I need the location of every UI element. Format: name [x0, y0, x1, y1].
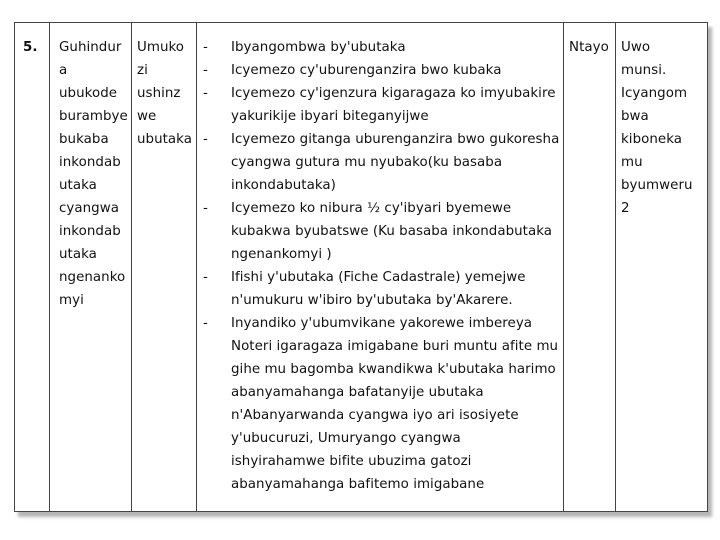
document-line: yakurikije ibyari biteganyijwe: [231, 109, 429, 124]
bullet-dash: -: [203, 270, 208, 285]
document-line: inkondabutaka): [231, 178, 336, 193]
document-line: y'ubucuruzi, Umuryango cyangwa: [231, 431, 461, 446]
document-line: cyangwa gutura mu nyubako(ku basaba: [231, 155, 503, 170]
bullet-dash: -: [203, 201, 208, 216]
document-line: gihe mu bagomba kwandikwa k'ubutaka harimo: [231, 362, 556, 377]
duration-line: bwa: [621, 109, 649, 124]
duration-line: byumweru: [621, 178, 693, 193]
fee-value: Ntayo: [569, 40, 609, 55]
document-line: abanyamahanga bafatanyije ubutaka: [231, 385, 484, 400]
document-line: ishyirahamwe bifite ubuzima gatozi: [231, 454, 472, 469]
service-name-line: myi: [59, 293, 84, 308]
official-line: Umuko: [137, 40, 185, 55]
column-divider: [563, 23, 564, 511]
duration-line: kiboneka: [621, 132, 683, 147]
official-line: we: [137, 109, 157, 124]
duration-line: Icyangom: [621, 86, 688, 101]
document-line: Icyemezo ko nibura ½ cy'ibyari byemewe: [231, 201, 512, 216]
duration-line: mu: [621, 155, 643, 170]
document-line: Noteri igaragaza imigabane buri muntu afite mu: [231, 339, 559, 354]
bullet-dash: -: [203, 40, 208, 55]
bullet-dash: -: [203, 63, 208, 78]
document-line: Icyemezo cy'igenzura kigaragaza ko imyubakire: [231, 86, 556, 101]
service-name-line: inkondab: [59, 224, 121, 239]
official-line: ubutaka: [137, 132, 193, 147]
service-name-line: Guhindur: [59, 40, 122, 55]
document-line: n'umukuru w'ibiro by'ubutaka by'Akarere.: [231, 293, 513, 308]
service-name-line: inkondab: [59, 155, 121, 170]
column-divider: [131, 23, 132, 511]
document-line: abanyamahanga bafitemo imigabane: [231, 477, 485, 492]
service-name-line: utaka: [59, 247, 97, 262]
bullet-dash: -: [203, 132, 208, 147]
duration-line: Uwo: [621, 40, 651, 55]
document-line: Ifishi y'ubutaka (Fiche Cadastrale) yemejwe: [231, 270, 526, 285]
service-name-line: ngenanko: [59, 270, 126, 285]
document-line: Icyemezo cy'uburenganzira bwo kubaka: [231, 63, 502, 78]
bullet-dash: -: [203, 316, 208, 331]
column-divider: [49, 23, 50, 511]
row-number: 5.: [23, 40, 38, 55]
document-line: Icyemezo gitanga uburenganzira bwo gukoresha: [231, 132, 560, 147]
document-line: kubakwa byubatswe (Ku basaba inkondabutaka: [231, 224, 553, 239]
official-line: ushinz: [137, 86, 181, 101]
document-line: Inyandiko y'ubumvikane yakorewe imbereya: [231, 316, 533, 331]
official-line: zi: [137, 63, 148, 78]
service-name-line: cyangwa: [59, 201, 119, 216]
service-name-line: a: [59, 63, 68, 78]
document-line: n'Abanyarwanda cyangwa iyo ari isosiyete: [231, 408, 519, 423]
column-divider: [615, 23, 616, 511]
bullet-dash: -: [203, 86, 208, 101]
document-line: Ibyangombwa by'ubutaka: [231, 40, 406, 55]
duration-line: munsi.: [621, 63, 667, 78]
service-name-line: utaka: [59, 178, 97, 193]
service-name-line: ubukode: [59, 86, 118, 101]
service-name-line: bukaba: [59, 132, 109, 147]
service-name-line: burambye: [59, 109, 128, 124]
duration-line: 2: [621, 201, 630, 216]
document-line: ngenankomyi ): [231, 247, 332, 262]
column-divider: [196, 23, 197, 511]
